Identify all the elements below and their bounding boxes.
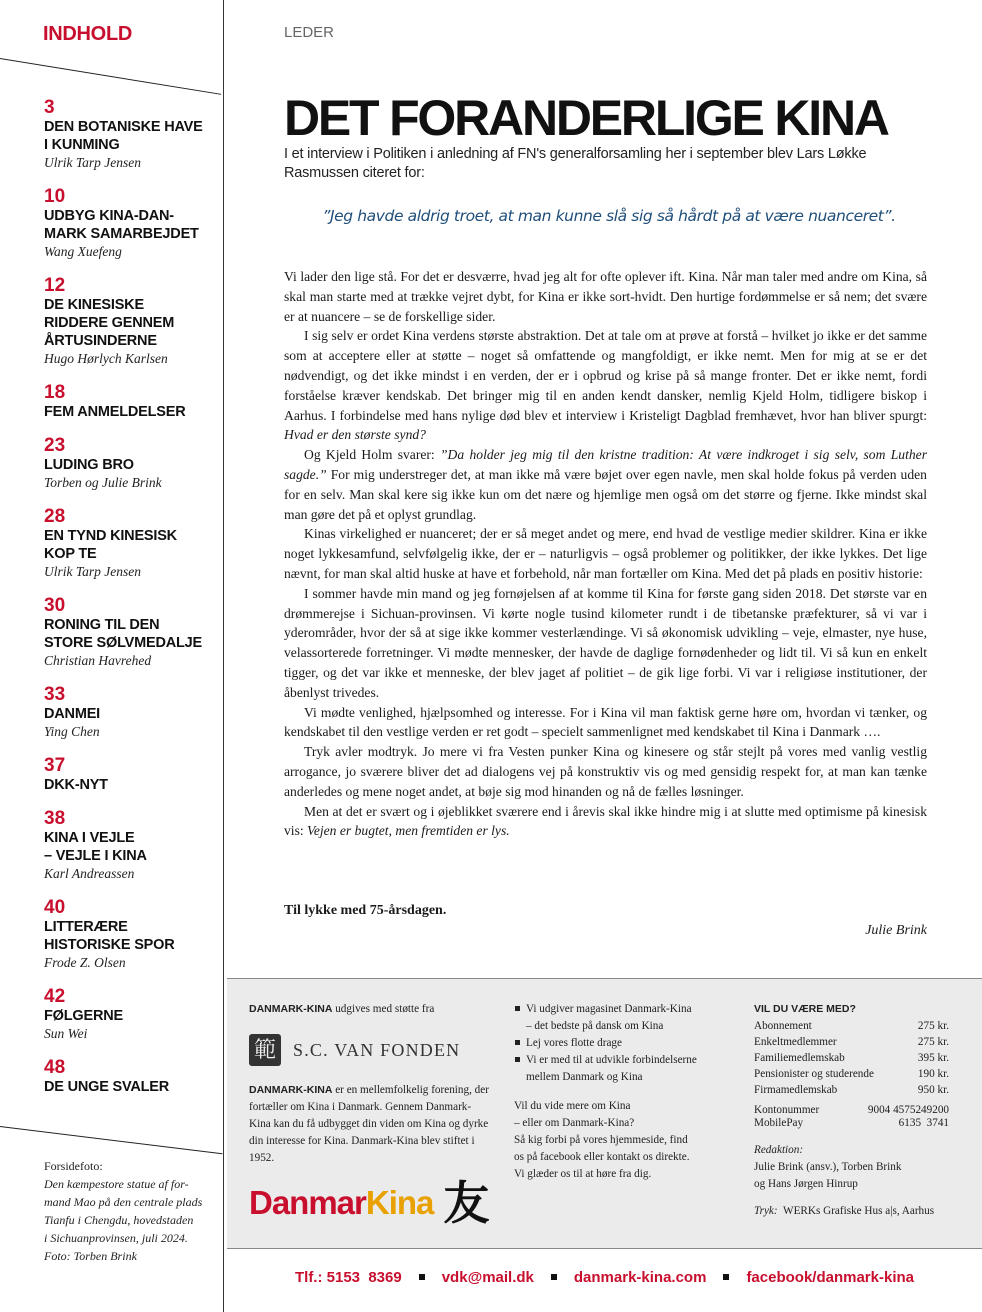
- account-value: 9004 4575249200: [867, 1104, 949, 1116]
- toc-page-number: 48: [44, 1057, 66, 1078]
- price-label: Abonnement: [754, 1020, 812, 1032]
- toc-author: Ying Chen: [44, 724, 100, 739]
- sponsor-logo: [249, 1034, 489, 1066]
- toc-author: Sun Wei: [44, 1026, 88, 1041]
- price-value: 190 kr.: [917, 1068, 949, 1080]
- toc-list: [44, 98, 222, 1111]
- toc-author: Frode Z. Olsen: [44, 955, 126, 970]
- printer-label: Tryk:: [754, 1205, 778, 1217]
- paragraph-text: Og Kjeld Holm svarer:: [304, 447, 435, 463]
- info-col-about: [249, 1001, 489, 1167]
- table-of-contents: [0, 0, 223, 1312]
- editorial-text: Julie Brink (ansv.), Torben Brink og Hans Jørgen Hinrup: [754, 1161, 902, 1190]
- brand-name: DANMARK-KINA: [249, 1003, 333, 1015]
- toc-title: UDBYG KINA-DAN- MARK SAMARBEJDET: [44, 208, 199, 242]
- article-title: DET FORANDERLIGE KINA: [284, 90, 888, 146]
- price-row: [754, 1034, 949, 1050]
- paragraph-text: I sig selv er ordet Kina verdens største abstraktion. Det at tale om at prøve at forstå – hvilket jo ikke er det samme som at acceptere eller at støtte – noget så omfattende og mangfoldigt, er ikke nemt. Men for mig at se er det nødvendigt, og det ikke mindst i en verden, der er i opbrud og krise på så mange fronter. Det er ikke nemt, fordi forståelse kræver kendskab. Det bringer mig til en anden kendt dansker, nemlig Kjeld Holm, tidligere biskop i Aarhus. I forbindelse med hans nylige død blev et interview i Kristeligt Dagblad fremhævet, hvor han bliver spurgt:: [284, 328, 927, 423]
- support-line: [249, 1001, 489, 1018]
- printer-info: [754, 1203, 949, 1220]
- author-signature: Julie Brink: [865, 923, 927, 938]
- facebook-link[interactable]: facebook/danmark-kina: [746, 1268, 914, 1286]
- paragraph-text: Men at det er svært og i øjeblikket sværere end i årevis skal ikke hindre mig i at slutte med optimisme på kinesisk vis:: [284, 803, 927, 839]
- sponsor-seal-icon: 範: [249, 1034, 281, 1066]
- website-link[interactable]: danmark-kina.com: [573, 1268, 707, 1286]
- toc-title: LUDING BRO: [44, 457, 134, 473]
- mobilepay-label: MobilePay: [754, 1117, 804, 1129]
- price-list: [754, 1018, 949, 1098]
- cover-photo-caption: [44, 1157, 224, 1265]
- account-label: Kontonummer: [754, 1104, 820, 1116]
- activity-list: [514, 1001, 729, 1086]
- toc-title: FØLGERNE: [44, 1008, 123, 1024]
- logo-text-part: Danmar: [249, 1184, 366, 1221]
- toc-entry[interactable]: [44, 1058, 222, 1096]
- phone-number: Tlf.: 5153 8369: [294, 1268, 402, 1286]
- toc-entry[interactable]: [44, 756, 222, 794]
- emphasis: Hvad er den største synd?: [284, 427, 426, 443]
- separator-bullet-icon: [723, 1274, 729, 1280]
- price-value: 275 kr.: [917, 1020, 949, 1032]
- toc-title: EN TYND KINESISK KOP TE: [44, 528, 177, 562]
- toc-title: LITTERÆRE HISTORISKE SPOR: [44, 919, 175, 953]
- article-intro: I et interview i Politiken i anledning af FN's generalforsamling her i september blev Lars Løkke Rasmussen citeret for:: [284, 146, 867, 181]
- toc-author: Hugo Hørlych Karlsen: [44, 351, 168, 366]
- emphasis: ”Da holder jeg mig til den kristne tradition: At være indkroget i sig selv, som Luther sagde.”: [284, 447, 927, 482]
- cover-label: Forsidefoto:: [44, 1159, 103, 1173]
- payment-info: [754, 1104, 949, 1130]
- toc-entry[interactable]: [44, 98, 222, 172]
- editorial-info: [754, 1142, 949, 1193]
- toc-title: DANMEI: [44, 706, 100, 722]
- toc-page-number: 42: [44, 986, 66, 1007]
- toc-page-number: 12: [44, 275, 66, 296]
- toc-page-number: 33: [44, 684, 66, 705]
- price-label: Familiemedlemskab: [754, 1052, 845, 1064]
- price-row: [754, 1018, 949, 1034]
- toc-title: DE UNGE SVALER: [44, 1079, 170, 1095]
- price-label: Pensionister og studerende: [754, 1068, 874, 1080]
- divider: [227, 1248, 982, 1249]
- toc-title: DE KINESISKE RIDDERE GENNEM ÅRTUSINDERNE: [44, 297, 175, 349]
- toc-page-number: 18: [44, 382, 66, 403]
- paragraph: Vi mødte venlighed, hjælpsomhed og interesse. For i Kina vil man faktisk gerne høre om, hvordan vi tænker, og kendskabet til den vestlige verden er ret godt – specielt sammenlignet med kendskabet til Kina i Danmark ….: [284, 704, 927, 740]
- toc-author: Christian Havrehed: [44, 653, 152, 668]
- paragraph: Vi lader den lige stå. For det er desværre, hvad jeg alt for ofte oplever ift. Kina. Når man taler med andre om Kina, så skal man starte med at trække vejret dybt, for Kina er ikke sort-hvidt. Den hurtige fordømmelse er så nem; det svære er at nuancere – se de forskellige sider.: [284, 269, 927, 324]
- divider: [0, 58, 221, 95]
- info-box: [227, 978, 982, 1249]
- contact-bar: [227, 1262, 982, 1292]
- toc-entry[interactable]: [44, 898, 222, 972]
- paragraph: [284, 445, 927, 524]
- pull-quote: ”Jeg havde aldrig troet, at man kunne slå sig så hårdt på at være nuanceret”.: [322, 207, 896, 225]
- toc-entry[interactable]: [44, 187, 222, 261]
- brand-name: DANMARK-KINA: [249, 1084, 333, 1096]
- mobilepay-value: 6135 3741: [898, 1117, 949, 1129]
- paragraph-text: For mig understreger det, at man ikke må være bøjet over egen navle, men skal holde fokus på verden uden for en selv. Man skal kere sig ikke kun om det nære og hjemlige men også om det større og fjerne. Ikke mindst skal man gøre det på et oplyst grundlag.: [284, 466, 927, 522]
- toc-page-number: 23: [44, 435, 66, 456]
- price-label: Firmamedlemskab: [754, 1084, 838, 1096]
- account-row: [754, 1104, 949, 1117]
- toc-page-number: 30: [44, 595, 66, 616]
- paragraph: Kinas virkelighed er nuanceret; der er så meget andet og mere, end hvad de vestlige medier skildrer. Kina er ikke noget lykkesamfund, selvfølgelig ikke, der er – naturligvis – også problemer og politikker, der ikke lykkes. Det lige nævnt, for man skal altid huske at have et forbehold, når man fortæller om Kina. Med det på plads en positiv historie:: [284, 526, 927, 581]
- info-col-membership: [754, 1001, 949, 1220]
- toc-author: Torben og Julie Brink: [44, 475, 162, 490]
- list-item: Vi udgiver magasinet Danmark-Kina – det bedste på dansk om Kina: [526, 1001, 729, 1035]
- paragraph: [284, 326, 927, 445]
- toc-entry[interactable]: [44, 383, 222, 421]
- membership-heading: VIL DU VÆRE MED?: [754, 1003, 856, 1015]
- toc-entry[interactable]: [44, 596, 222, 670]
- logo-text-part: Kina: [365, 1184, 434, 1221]
- list-item: Lej vores flotte drage: [526, 1035, 729, 1052]
- logo-wordmark: [249, 1183, 433, 1223]
- email-link[interactable]: vdk@mail.dk: [441, 1268, 534, 1286]
- toc-author: Ulrik Tarp Jensen: [44, 564, 141, 579]
- paragraph: [284, 802, 927, 842]
- article-body: [284, 267, 927, 841]
- toc-author: Ulrik Tarp Jensen: [44, 155, 141, 170]
- toc-page-number: 3: [44, 97, 55, 118]
- price-value: 275 kr.: [917, 1036, 949, 1048]
- toc-title: DEN BOTANISKE HAVE I KUNMING: [44, 119, 203, 153]
- toc-author: Wang Xuefeng: [44, 244, 122, 259]
- friendship-glyph-icon: 友: [443, 1176, 490, 1230]
- toc-entry[interactable]: [44, 436, 222, 492]
- toc-title: RONING TIL DEN STORE SØLVMEDALJE: [44, 617, 203, 651]
- section-label: LEDER: [284, 24, 335, 41]
- emphasis: Vejen er bugtet, men fremtiden er lys.: [307, 823, 510, 839]
- toc-entry[interactable]: [44, 276, 222, 368]
- closing-line: Til lykke med 75-årsdagen.: [284, 903, 447, 918]
- sidebar-border: [223, 0, 224, 1312]
- price-row: [754, 1050, 949, 1066]
- toc-title: DKK-NYT: [44, 777, 108, 793]
- separator-bullet-icon: [551, 1274, 557, 1280]
- separator-bullet-icon: [419, 1274, 425, 1280]
- editorial-label: Redaktion:: [754, 1144, 804, 1156]
- toc-page-number: 37: [44, 755, 66, 776]
- paragraph: I sommer havde min mand og jeg fornøjelsen af at komme til Kina for første gang siden 2018. Det største var en drømmerejse i Sichuan-provinsen. Vi kørte nogle tusind kilometer rundt i de tibetanske præfekturer, så vi var i yderområder, hvor der så at sige ikke kommer vesterlændinge. Vi så økonomisk udvikling – veje, elmaster, nye huse, velassorterede forretninger. Vi mødte mennesker, der havde de daglige fornødenheder og lidt til. Vi så kun en enkelt tigger, og det var ikke et menneske, der blev jaget af politiet – de gik lige forbi. Vi var i religiøse institutioner, der åbenlyst trivedes.: [284, 585, 927, 700]
- mobilepay-row: [754, 1117, 949, 1130]
- toc-page-number: 28: [44, 506, 66, 527]
- toc-entry[interactable]: [44, 685, 222, 741]
- price-value: 395 kr.: [917, 1052, 949, 1064]
- toc-page-number: 38: [44, 808, 66, 829]
- price-row: [754, 1066, 949, 1082]
- price-row: [754, 1082, 949, 1098]
- cover-text: Den kæmpestore statue af for- mand Mao på den centrale plads Tianfu i Chengdu, hovedstaden i Sichuanprovinsen, juli 2024. Foto: Torben Brink: [44, 1177, 203, 1263]
- about-description: er en mellemfolkelig forening, der fortæller om Kina i Danmark. Gennem Danmark-Kina kan du få udbygget din viden om Kina og dyrke din interesse for Kina. Danmark-Kina blev stiftet i 1952.: [249, 1084, 489, 1164]
- toc-heading: INDHOLD: [43, 23, 133, 45]
- paragraph: Tryk avler modtryk. Jo mere vi fra Vesten punker Kina og kinesere og står stejlt på vores med vanlig vestlig arrogance, jo sværere bliver det ad dialogens vej på konstruktiv vis og med gensidig respekt for, at man kan tænke anderledes og mene noget andet, at bøje sig mod hinanden og nå de fælles løsninger.: [284, 744, 927, 799]
- toc-title: FEM ANMELDELSER: [44, 404, 186, 420]
- toc-page-number: 40: [44, 897, 66, 918]
- divider: [0, 1126, 222, 1154]
- toc-entry[interactable]: [44, 987, 222, 1043]
- sponsor-name: S.C. VAN FONDEN: [293, 1039, 461, 1060]
- danmark-kina-logo: [249, 1176, 490, 1230]
- toc-page-number: 10: [44, 186, 66, 207]
- price-value: 950 kr.: [917, 1084, 949, 1096]
- list-item: Vi er med til at udvikle forbindelserne mellem Danmark og Kina: [526, 1052, 729, 1086]
- toc-entry[interactable]: [44, 507, 222, 581]
- price-label: Enkeltmedlemmer: [754, 1036, 837, 1048]
- toc-entry[interactable]: [44, 809, 222, 883]
- printer-name: WERKs Grafiske Hus a|s, Aarhus: [783, 1205, 935, 1217]
- more-info-text: Vil du vide mere om Kina – eller om Danmark-Kina? Så kig forbi på vores hjemmeside, find os på facebook eller kontakt os direkte. Vi glæder os til at høre fra dig.: [514, 1100, 690, 1180]
- toc-title: KINA I VEJLE – VEJLE I KINA: [44, 830, 147, 864]
- support-text: udgives med støtte fra: [332, 1003, 435, 1015]
- toc-author: Karl Andreassen: [44, 866, 135, 881]
- info-col-activities: [514, 1001, 729, 1183]
- about-text: [249, 1082, 489, 1167]
